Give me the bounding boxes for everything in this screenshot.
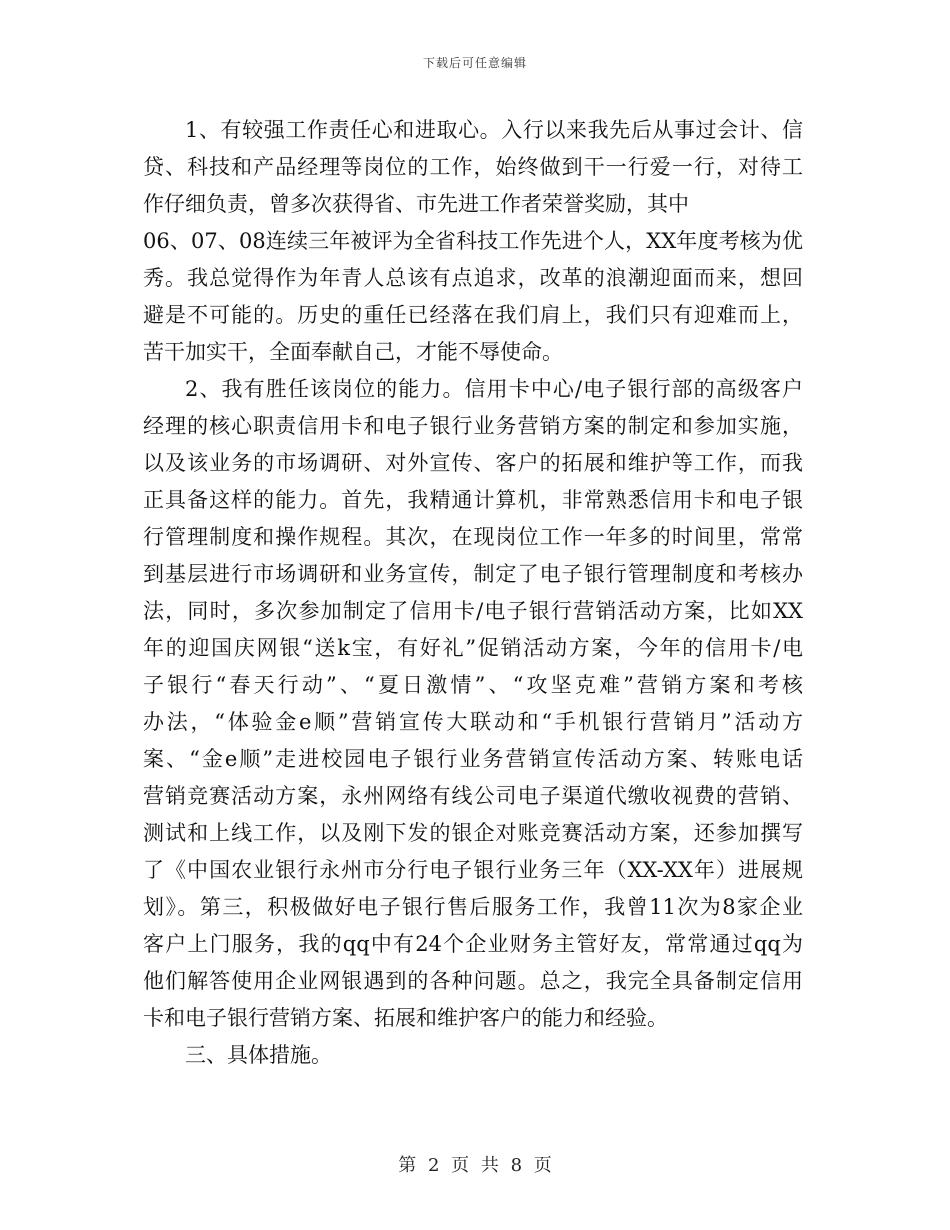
text-line: 避是不可能的。历史的重任已经落在我们肩上，我们只有迎难而上， <box>143 303 803 327</box>
page-footer: 第 2 页 共 8 页 <box>398 1155 552 1176</box>
text-line: 子银行“春天行动”、“夏日激情”、“攻坚克难”营销方案和考核 <box>143 673 803 697</box>
text-line: 苦干加实干，全面奉献自己，才能不辱使命。 <box>143 340 563 364</box>
page-header: 下载后可任意编辑 <box>422 56 527 70</box>
text-line: 划》。第三，积极做好电子银行售后服务工作，我曾11次为8家企业 <box>143 895 803 919</box>
document-body <box>143 112 803 1074</box>
text-line: 经理的核心职责信用卡和电子银行业务营销方案的制定和参加实施， <box>143 414 803 438</box>
text-line: 行管理制度和操作规程。其次，在现岗位工作一年多的时间里，常常 <box>143 525 803 549</box>
text-line: 1、有较强工作责任心和进取心。入行以来我先后从事过会计、信 <box>185 118 803 142</box>
text-line: 年的迎国庆网银“送k宝，有好礼”促销活动方案，今年的信用卡/电 <box>143 636 803 660</box>
text-line: 贷、科技和产品经理等岗位的工作，始终做到干一行爱一行，对待工 <box>143 155 803 179</box>
text-line: 办法，“体验金e顺”营销宣传大联动和“手机银行营销月”活动方 <box>143 710 803 734</box>
text-line: 客户上门服务，我的qq中有24个企业财务主管好友，常常通过qq为 <box>143 932 803 956</box>
text-line: 案、“金e顺”走进校园电子银行业务营销宣传活动方案、转账电话 <box>143 747 803 771</box>
text-line: 了《中国农业银行永州市分行电子银行业务三年（XX-XX年）进展规 <box>143 858 803 882</box>
text-line: 作仔细负责，曾多次获得省、市先进工作者荣誉奖励，其中 <box>143 192 689 216</box>
text-line: 2、我有胜任该岗位的能力。信用卡中心/电子银行部的高级客户 <box>185 377 803 401</box>
section-heading: 三、具体措施。 <box>185 1043 332 1067</box>
text-line: 测试和上线工作，以及刚下发的银企对账竞赛活动方案，还参加撰写 <box>143 821 803 845</box>
text-line: 营销竞赛活动方案，永州网络有线公司电子渠道代缴收视费的营销、 <box>143 784 803 808</box>
text-line: 卡和电子银行营销方案、拓展和维护客户的能力和经验。 <box>143 1006 668 1030</box>
text-line: 正具备这样的能力。首先，我精通计算机，非常熟悉信用卡和电子银 <box>143 488 803 512</box>
text-line: 以及该业务的市场调研、对外宣传、客户的拓展和维护等工作，而我 <box>143 451 803 475</box>
text-line: 06、07、08连续三年被评为全省科技工作先进个人，XX年度考核为优 <box>143 229 803 253</box>
text-line: 到基层进行市场调研和业务宣传，制定了电子银行管理制度和考核办 <box>143 562 803 586</box>
text-line: 秀。我总觉得作为年青人总该有点追求，改革的浪潮迎面而来，想回 <box>143 266 803 290</box>
text-line: 法，同时，多次参加制定了信用卡/电子银行营销活动方案，比如XX <box>143 599 803 623</box>
text-line: 他们解答使用企业网银遇到的各种问题。总之，我完全具备制定信用 <box>143 969 803 993</box>
